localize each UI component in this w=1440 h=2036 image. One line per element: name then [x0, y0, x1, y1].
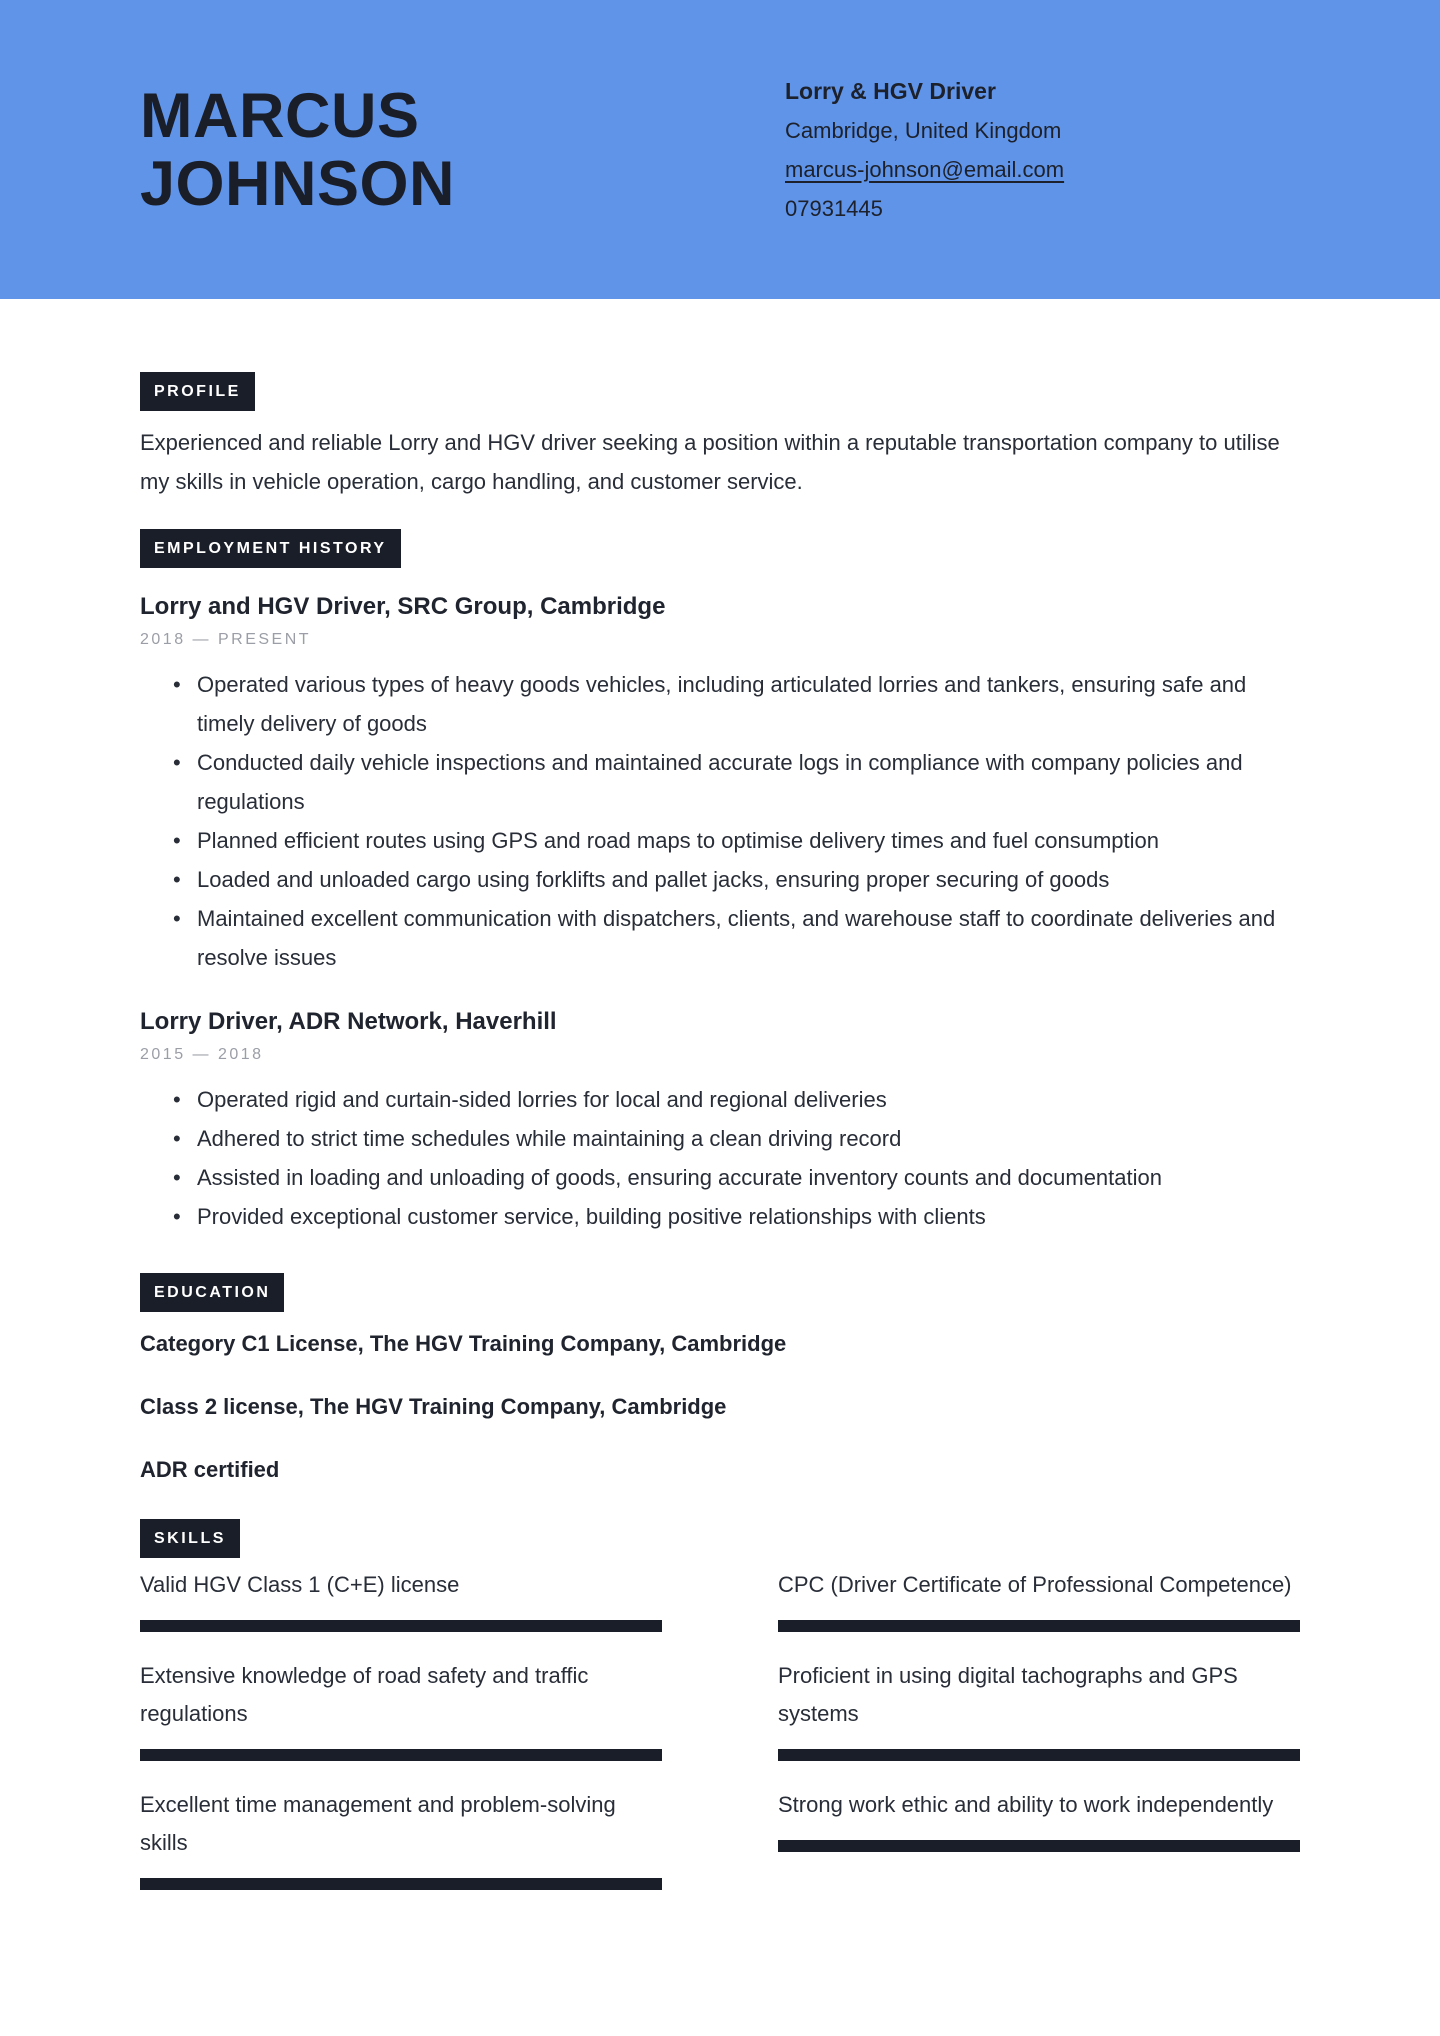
contact-location: Cambridge, United Kingdom	[785, 117, 1062, 143]
profile-summary-text: Experienced and reliable Lorry and HGV driver seeking a position within a reputable transportation company to utilise my skills in vehicle operation, cargo handling, and customer service.	[140, 430, 1280, 494]
skills-grid	[140, 1566, 1300, 1915]
job-bullet: • Provided exceptional customer service, building positive relationships with clients	[197, 1197, 1300, 1236]
contact-block	[785, 72, 1300, 228]
job-bullet-list	[140, 1080, 1300, 1236]
skill-level-bar	[140, 1749, 662, 1761]
header-banner	[0, 0, 1440, 299]
skill-level-bar	[778, 1620, 1300, 1632]
job-title: Lorry and HGV Driver, SRC Group, Cambridge	[140, 593, 666, 620]
skill-item	[778, 1786, 1300, 1852]
skill-name: Strong work ethic and ability to work independently	[778, 1792, 1274, 1817]
job-bullet: • Planned efficient routes using GPS and road maps to optimise delivery times and fuel consumption	[197, 821, 1300, 860]
skills-column-right	[778, 1566, 1300, 1915]
skill-level-bar	[778, 1840, 1300, 1852]
skill-item	[778, 1566, 1300, 1632]
skill-item	[140, 1566, 662, 1632]
job-dates: 2015 — 2018	[140, 1046, 264, 1063]
job-entry-src-group	[140, 592, 1300, 977]
skill-item	[778, 1657, 1300, 1761]
job-entry-adr-network	[140, 1007, 1300, 1236]
job-bullet: • Operated rigid and curtain-sided lorries for local and regional deliveries	[197, 1080, 1300, 1119]
candidate-name-line2: JOHNSON	[140, 148, 456, 219]
contact-email-link[interactable]: marcus-johnson@email.com	[785, 156, 1065, 182]
job-bullet: • Operated various types of heavy goods vehicles, including articulated lorries and tankers, ensuring safe and timely delivery of goods	[197, 665, 1300, 743]
contact-job-title: Lorry & HGV Driver	[785, 77, 996, 104]
skill-name: Excellent time management and problem-solving skills	[140, 1792, 616, 1855]
skill-level-bar	[140, 1620, 662, 1632]
job-bullet: • Maintained excellent communication with dispatchers, clients, and warehouse staff to coordinate deliveries and resolve issues	[197, 899, 1300, 977]
resume-body	[0, 299, 1440, 1915]
skill-item	[140, 1786, 662, 1890]
skill-name: Proficient in using digital tachographs and GPS systems	[778, 1663, 1238, 1726]
education-item: Class 2 license, The HGV Training Company, Cambridge	[140, 1394, 727, 1419]
section-employment-history	[140, 529, 1300, 1236]
skill-level-bar	[778, 1749, 1300, 1761]
skills-column-left	[140, 1566, 662, 1915]
job-bullet: • Loaded and unloaded cargo using forklifts and pallet jacks, ensuring proper securing of goods	[197, 860, 1300, 899]
candidate-name	[140, 82, 455, 218]
job-bullet: • Adhered to strict time schedules while maintaining a clean driving record	[197, 1119, 1300, 1158]
contact-phone: 07931445	[785, 195, 883, 221]
skill-name: CPC (Driver Certificate of Professional Competence)	[778, 1572, 1292, 1597]
job-title: Lorry Driver, ADR Network, Haverhill	[140, 1008, 557, 1035]
skill-item	[140, 1657, 662, 1761]
job-bullet: • Assisted in loading and unloading of goods, ensuring accurate inventory counts and documentation	[197, 1158, 1300, 1197]
skill-name: Extensive knowledge of road safety and traffic regulations	[140, 1663, 589, 1726]
education-section-badge: EDUCATION	[140, 1273, 284, 1312]
education-item: ADR certified	[140, 1457, 280, 1482]
job-bullet: • Conducted daily vehicle inspections and maintained accurate logs in compliance with company policies and regulations	[197, 743, 1300, 821]
job-dates: 2018 — PRESENT	[140, 631, 312, 648]
section-skills	[140, 1519, 1300, 1915]
section-profile	[140, 372, 1300, 501]
employment-section-badge: EMPLOYMENT HISTORY	[140, 529, 401, 568]
skill-name: Valid HGV Class 1 (C+E) license	[140, 1572, 460, 1597]
section-education	[140, 1273, 1300, 1489]
job-bullet-list	[140, 665, 1300, 977]
education-item: Category C1 License, The HGV Training Company, Cambridge	[140, 1331, 787, 1356]
candidate-name-line1: MARCUS	[140, 80, 420, 151]
profile-section-badge: PROFILE	[140, 372, 255, 411]
skill-level-bar	[140, 1878, 662, 1890]
skills-section-badge: SKILLS	[140, 1519, 240, 1558]
